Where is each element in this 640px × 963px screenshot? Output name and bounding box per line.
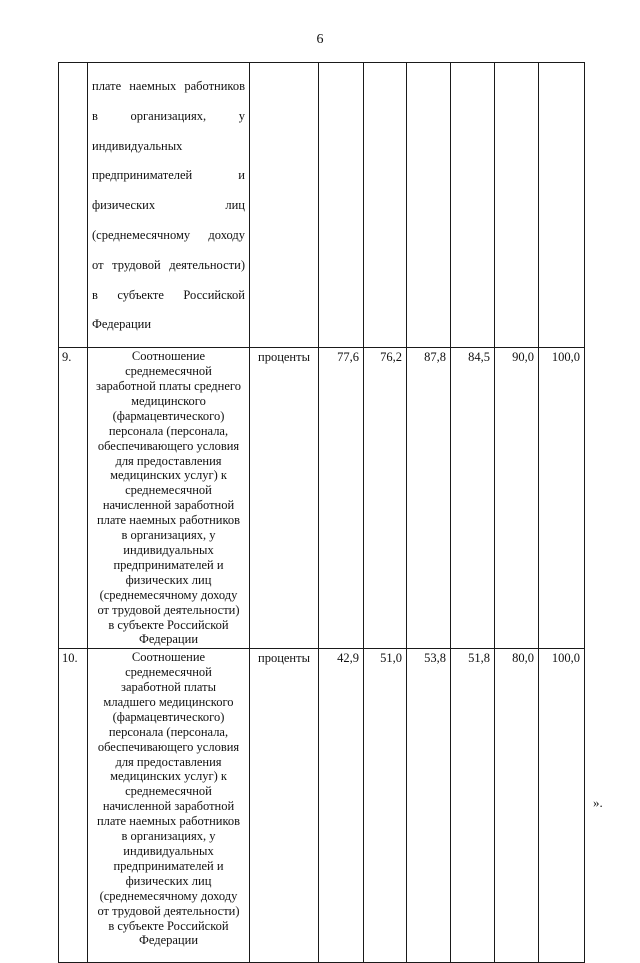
value-cell: 100,0 <box>539 348 585 649</box>
table-row <box>59 649 585 963</box>
closing-quote-mark: ». <box>593 795 603 810</box>
description-line: в субъекте Российской <box>92 287 245 302</box>
value-cell: 53,8 <box>407 649 451 963</box>
value-cell <box>407 63 451 348</box>
indicator-description <box>88 63 250 348</box>
description-line: индивидуальных <box>92 138 183 153</box>
value-cell: 51,8 <box>451 649 495 963</box>
value-cell: 42,9 <box>319 649 364 963</box>
description-line: в организациях, у <box>92 108 245 123</box>
row-number <box>59 63 88 348</box>
unit-cell: проценты <box>250 348 319 649</box>
table-row <box>59 63 585 348</box>
value-cell: 80,0 <box>495 649 539 963</box>
table-row <box>59 348 585 649</box>
description-lines <box>92 64 245 347</box>
value-cell <box>364 63 407 348</box>
value-cell: 87,8 <box>407 348 451 649</box>
row-number: 10. <box>59 649 88 963</box>
description-text: Соотношение среднемесячной заработной платы среднего медицинского (фармацевтического) персонала (персонала, обеспечивающего условия для предоставления медицинских услуг) к среднемесячной начисленной заработной плате наемных работников в организациях, у индивидуальных предпринимателей и физических лиц (среднемесячному доходу от трудовой деятельности) в субъекте Российской Федерации <box>96 349 241 647</box>
description-line: предпринимателей и <box>92 168 245 183</box>
unit-cell: проценты <box>250 649 319 963</box>
value-cell: 76,2 <box>364 348 407 649</box>
row-number: 9. <box>59 348 88 649</box>
unit-cell <box>250 63 319 348</box>
description-line: Федерации <box>92 317 152 332</box>
description-text: Соотношение среднемесячной заработной платы младшего медицинского (фармацевтического) персонала (персонала, обеспечивающего условия для предоставления медицинских услуг) к среднемесячной начисленной заработной плате наемных работников в организациях, у индивидуальных предпринимателей и физических лиц (среднемесячному доходу от трудовой деятельности) в субъекте Российской Федерации <box>96 650 241 948</box>
value-cell: 90,0 <box>495 348 539 649</box>
description-line: плате наемных работников <box>92 78 245 93</box>
value-cell <box>495 63 539 348</box>
value-cell: 84,5 <box>451 348 495 649</box>
indicator-description <box>88 348 250 649</box>
description-line: физических лиц <box>92 198 245 213</box>
value-cell <box>451 63 495 348</box>
value-cell <box>539 63 585 348</box>
indicator-description <box>88 649 250 963</box>
indicators-table <box>58 62 585 963</box>
value-cell: 100,0 <box>539 649 585 963</box>
description-line: от трудовой деятельности) <box>92 257 245 272</box>
description-line: (среднемесячному доходу <box>92 227 245 242</box>
page-number: 6 <box>316 32 324 47</box>
value-cell: 77,6 <box>319 348 364 649</box>
value-cell <box>319 63 364 348</box>
value-cell: 51,0 <box>364 649 407 963</box>
